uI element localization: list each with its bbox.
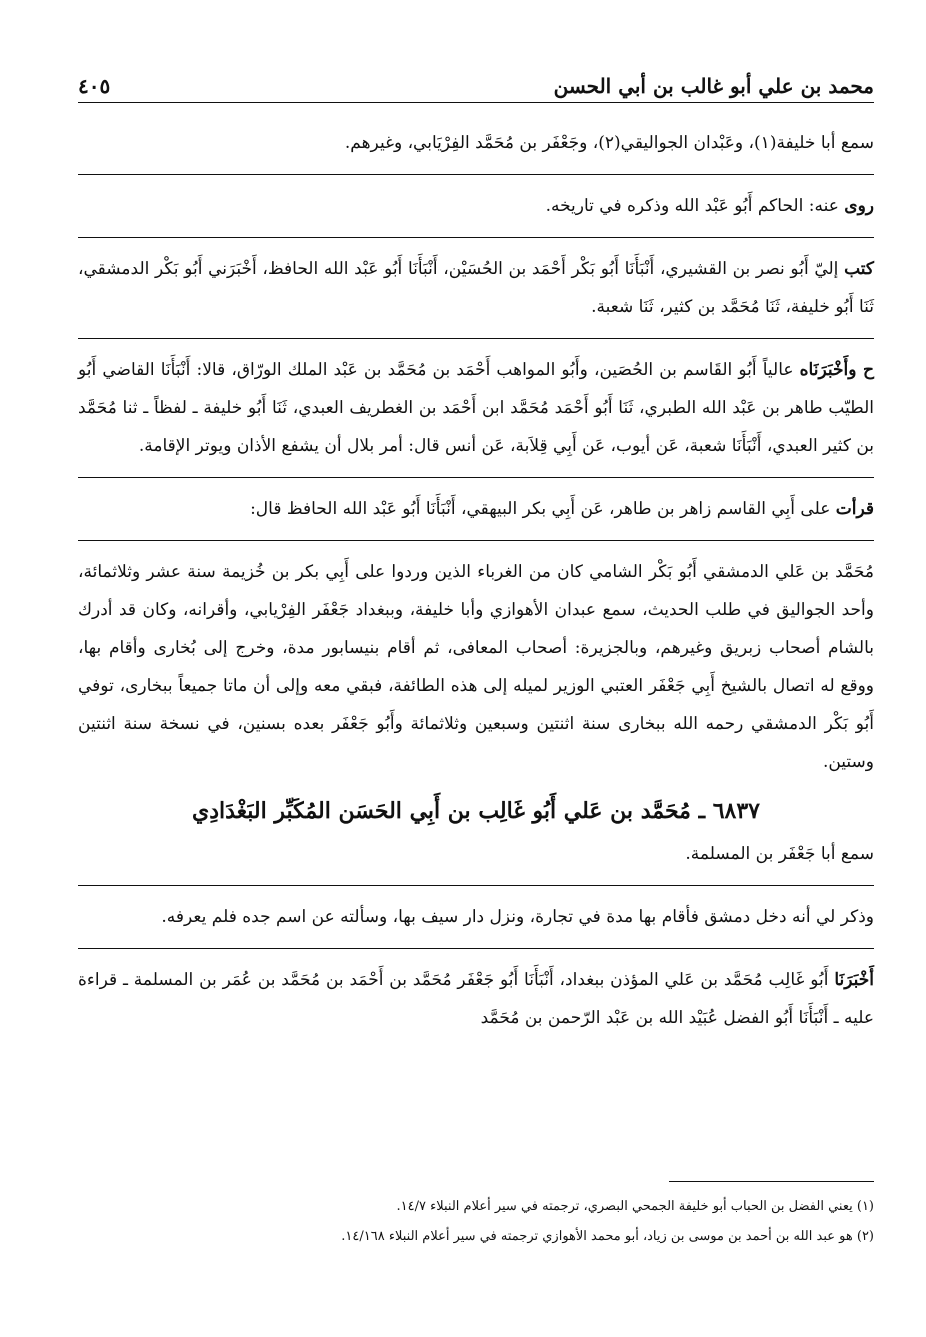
section-divider — [78, 338, 874, 339]
paragraph — [78, 490, 874, 528]
section-divider — [78, 885, 874, 886]
paragraph-lead: روى — [844, 196, 874, 216]
paragraph-lead: أَخْبَرَنَا — [834, 970, 875, 990]
footnotes — [78, 1192, 874, 1252]
paragraph-lead: ح وأَخْبَرَنَاه — [799, 360, 875, 380]
paragraph — [78, 961, 874, 1037]
footnote — [78, 1222, 874, 1252]
paragraph-text: عالياً أَبُو القَاسم بن الحُصَين، وأَبُو المواهب أَحْمَد بن مُحَمَّد بن عَبْد الملك الورّاق، قالا: أَنْبَأَنَا القاضي أَبُو الطيّب طاهر بن عَبْد الله الطبري، ثَنَا أَبُو أَحْمَد مُحَمَّد ابن أَحْمَد بن الغطريف العبدي، ثَنَا أَبُو خليفة ـ لفظاً ـ ثنا مُحَمَّد بن كثير العبدي، أَنْبَأَنَا شعبة، عَن أيوب، عَن أَبِي قِلاَبة، عَن أنس قال: أمر بلال أن يشفع الأذان ويوتر الإقامة. — [78, 360, 874, 456]
paragraph-lead: كتب — [844, 259, 875, 279]
section-divider — [78, 237, 874, 238]
footnote-marker: (١) — [856, 1199, 874, 1214]
entry-heading: ٦٨٣٧ ـ مُحَمَّد بن عَلي أَبُو غَالِب بن أَبِي الحَسَن المُكَبِّر البَغْدَادِي — [192, 798, 760, 824]
section-divider — [78, 540, 874, 541]
footnote — [78, 1192, 874, 1222]
paragraph — [78, 187, 874, 225]
paragraph-text: أَبُو غَالِب مُحَمَّد بن عَلي المؤذن ببغداد، أَنْبَأَنَا أَبُو جَعْفَر مُحَمَّد بن أَحْمَد بن مُحَمَّد بن عُمَر بن المسلمة ـ قراءة عليه ـ أَنْبَأَنَا أَبُو الفضل عُبَيْد الله بن عَبْد الرّحمن بن مُحَمَّد — [78, 970, 874, 1028]
paragraph — [78, 835, 874, 873]
page-number: ٤٠٥ — [78, 74, 111, 98]
section-divider — [78, 477, 874, 478]
paragraph-text: سمع أبا خليفة(١)، وعَبْدان الجواليقي(٢)، وجَعْفَر بن مُحَمَّد الفِرْيَابي، وغيرهم. — [344, 133, 874, 153]
paragraph-text: وذكر لي أنه دخل دمشق فأقام بها مدة في تجارة، ونزل دار سيف بها، وسألته عن اسم جده فلم يعرفه. — [161, 907, 874, 927]
section-divider — [78, 948, 874, 949]
paragraph-lead: قرأت — [835, 499, 874, 519]
paragraph-text: على أَبِي القاسم زاهر بن طاهر، عَن أَبِي بكر البيهقي، أَنْبَأَنَا أَبُو عَبْد الله الحافظ قال: — [250, 499, 831, 519]
paragraph-text: عنه: الحاكم أَبُو عَبْد الله وذكره في تاريخه. — [545, 196, 839, 216]
paragraph-text: إليّ أَبُو نصر بن القشيري، أَنْبَأَنَا أَبُو بَكْر أَحْمَد بن الحُسَيْن، أَنْبَأَنَا أَبُو عَبْد الله الحافظ، أَخْبَرَني أَبُو بَكْر الدمشقي، ثَنَا أَبُو خليفة، ثَنَا مُحَمَّد بن كثير، ثَنَا شعبة. — [78, 259, 874, 317]
header-title: محمد بن علي أبو غالب بن أبي الحسن — [553, 74, 874, 98]
section-divider — [78, 174, 874, 175]
paragraph-text: سمع أبا جَعْفَر بن المسلمة. — [685, 844, 874, 864]
biography-paragraph: مُحَمَّد بن عَلي الدمشقي أَبُو بَكْر الشامي كان من الغرباء الذين وردوا على أَبِي بكر بن خُزيمة سنة عشر وثلاثمائة، وأحد الجواليق في طلب الحديث، سمع عبدان الأهوازي وأبا خليفة، وببغداد جَعْفَر الفِرْيابي، وأقرانه، وكان قد أدرك بالشام أصحاب زبريق وغيرهم، وبالجزيرة: أصحاب المعافى، ثم أقام بنيسابور مدة، وخرج إلى بُخارى وأقام بها، ووقع له اتصال بالشيخ أَبِي جَعْفَر العتبي الوزير لميله إلى هذه الطائفة، فبقي معه وإلى أن ماتا جميعاً ببخارى، توفي أَبُو بَكْر الدمشقي رحمه الله ببخارى سنة اثنتين وسبعين وثلاثمائة وأَبُو جَعْفَر بعده بسنين، في نسخة سنة اثنتين وستين. — [78, 562, 874, 772]
paragraph — [78, 250, 874, 326]
paragraph — [78, 898, 874, 936]
paragraph — [78, 124, 874, 162]
page-body — [78, 124, 874, 1049]
paragraph — [78, 351, 874, 465]
footnote-text: يعني الفضل بن الحباب أبو خليفة الجمحي البصري، ترجمته في سير أعلام النبلاء ١٤/٧. — [396, 1199, 853, 1214]
running-header — [78, 58, 874, 103]
footnote-text: هو عبد الله بن أحمد بن موسى بن زياد، أبو محمد الأهوازي ترجمته في سير أعلام النبلاء ١٤/١٦٨. — [341, 1229, 853, 1244]
footnote-marker: (٢) — [856, 1229, 874, 1244]
footnote-separator — [669, 1181, 874, 1182]
